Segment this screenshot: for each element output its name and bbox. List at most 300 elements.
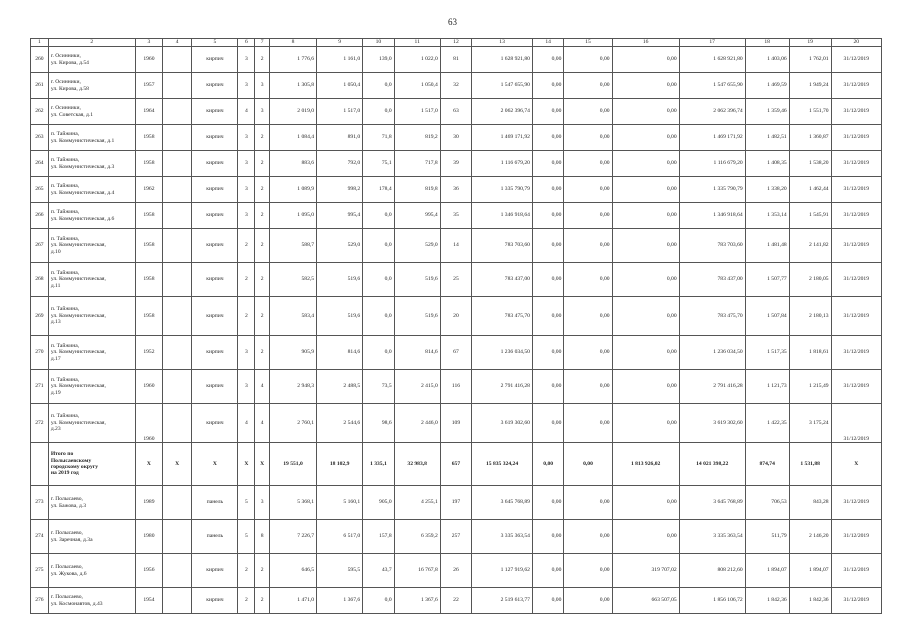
- table-cell: 706,53: [745, 486, 789, 520]
- table-cell: X: [831, 443, 881, 486]
- table-cell: 31/12/2019: [831, 229, 881, 263]
- table-cell: 267: [31, 229, 49, 263]
- table-cell: 31/12/2019: [831, 151, 881, 177]
- table-cell: 1 547 655,90: [472, 73, 533, 99]
- table-cell: 0,00: [532, 336, 563, 370]
- table-cell: 891,0: [317, 125, 363, 151]
- table-cell: 5 160,1: [317, 486, 363, 520]
- table-cell: 1 089,9: [269, 177, 316, 203]
- column-number-cell: 17: [679, 39, 745, 47]
- table-cell: кирпич: [192, 404, 238, 443]
- table-cell: 31/12/2019: [831, 370, 881, 404]
- table-cell: 1 818,61: [789, 336, 831, 370]
- table-cell: 0,00: [612, 336, 679, 370]
- table-cell: 6 359,2: [394, 520, 440, 554]
- table-cell: 819,2: [394, 125, 440, 151]
- table-cell: 26: [440, 554, 471, 588]
- table-cell: 81: [440, 47, 471, 73]
- column-number-cell: 1: [31, 39, 49, 47]
- address-cell: г. Осинники, ул. Советская, д.1: [48, 99, 135, 125]
- table-cell: 1954: [135, 588, 162, 614]
- table-cell: 588,7: [269, 229, 316, 263]
- table-cell: 31/12/2019: [831, 263, 881, 297]
- table-cell: 595,5: [317, 554, 363, 588]
- table-cell: X: [135, 443, 162, 486]
- table-row: [31, 486, 882, 520]
- table-cell: 0,00: [612, 47, 679, 73]
- table-cell: кирпич: [192, 370, 238, 404]
- column-number-cell: 5: [192, 39, 238, 47]
- table-cell: 998,2: [317, 177, 363, 203]
- table-cell: 0,0: [363, 203, 394, 229]
- table-cell: X: [163, 443, 192, 486]
- table-cell: 18 102,9: [317, 443, 363, 486]
- address-cell: п. Тайжина, ул. Коммунистическая, д.1: [48, 125, 135, 151]
- table-cell: 63: [440, 99, 471, 125]
- table-cell: 0,00: [564, 229, 612, 263]
- table-cell: 2: [255, 336, 270, 370]
- table-cell: 266: [31, 203, 49, 229]
- table-cell: 1 127 919,62: [472, 554, 533, 588]
- table-cell: панель: [192, 520, 238, 554]
- table-cell: 0,00: [532, 47, 563, 73]
- table-cell: 1 469 171,92: [472, 125, 533, 151]
- table-cell: 1958: [135, 263, 162, 297]
- table-cell: X: [255, 443, 270, 486]
- table-cell: 1 116 679,20: [679, 151, 745, 177]
- table-cell: 2: [255, 125, 270, 151]
- table-cell: 519,6: [394, 297, 440, 336]
- table-cell: 257: [440, 520, 471, 554]
- table-cell: 646,5: [269, 554, 316, 588]
- column-number-cell: 7: [255, 39, 270, 47]
- table-cell: 783 437,00: [472, 263, 533, 297]
- table-cell: кирпич: [192, 297, 238, 336]
- table-cell: 2: [255, 177, 270, 203]
- address-cell: г. Полысаево, ул. Заречная, д.3а: [48, 520, 135, 554]
- table-cell: 0,00: [564, 404, 612, 443]
- table-cell: 2 948,3: [269, 370, 316, 404]
- table-cell: 1 628 921,80: [472, 47, 533, 73]
- table-cell: 2 488,5: [317, 370, 363, 404]
- table-cell: 1 469 171,92: [679, 125, 745, 151]
- address-cell: г. Полысаево, ул. Жукова, д.6: [48, 554, 135, 588]
- table-cell: 261: [31, 73, 49, 99]
- column-number-cell: 16: [612, 39, 679, 47]
- table-cell: 20: [440, 297, 471, 336]
- table-cell: 0,00: [564, 297, 612, 336]
- table-cell: 1 531,88: [789, 443, 831, 486]
- table-cell: кирпич: [192, 73, 238, 99]
- table-cell: 1 338,20: [745, 177, 789, 203]
- column-number-cell: 2: [48, 39, 135, 47]
- table-cell: 2: [255, 554, 270, 588]
- table-cell: 0,00: [564, 203, 612, 229]
- table-cell: 1 422,35: [745, 404, 789, 443]
- table-cell: 35: [440, 203, 471, 229]
- table-cell: [163, 73, 192, 99]
- table-cell: 2 141,82: [789, 229, 831, 263]
- table-cell: 1 545,91: [789, 203, 831, 229]
- table-cell: кирпич: [192, 151, 238, 177]
- table-cell: кирпич: [192, 99, 238, 125]
- table-cell: 0,00: [532, 297, 563, 336]
- table-cell: 30: [440, 125, 471, 151]
- table-cell: [163, 588, 192, 614]
- table-cell: 139,0: [363, 47, 394, 73]
- table-cell: 1952: [135, 336, 162, 370]
- table-cell: 22: [440, 588, 471, 614]
- register-table-body: [31, 39, 882, 614]
- table-cell: 2: [255, 203, 270, 229]
- table-cell: 1 161,0: [317, 47, 363, 73]
- table-cell: 519,6: [394, 263, 440, 297]
- table-cell: 3: [255, 73, 270, 99]
- table-cell: 0,00: [564, 370, 612, 404]
- table-cell: 275: [31, 554, 49, 588]
- table-cell: 1 482,51: [745, 125, 789, 151]
- table-cell: кирпич: [192, 263, 238, 297]
- table-cell: 0,00: [612, 370, 679, 404]
- table-cell: кирпич: [192, 125, 238, 151]
- table-cell: 1 894,07: [789, 554, 831, 588]
- table-cell: 43,7: [363, 554, 394, 588]
- table-cell: 0,00: [532, 486, 563, 520]
- table-cell: 1 050,4: [394, 73, 440, 99]
- address-cell: п. Тайжина, ул. Коммунистическая, д.17: [48, 336, 135, 370]
- table-cell: 0,00: [532, 125, 563, 151]
- table-cell: 3: [238, 336, 255, 370]
- table-cell: 1960: [135, 370, 162, 404]
- table-cell: 1 949,24: [789, 73, 831, 99]
- table-cell: 1 359,46: [745, 99, 789, 125]
- table-cell: [163, 336, 192, 370]
- table-cell: 4 255,1: [394, 486, 440, 520]
- column-number-cell: 3: [135, 39, 162, 47]
- table-cell: 0,00: [564, 177, 612, 203]
- table-cell: 2: [255, 588, 270, 614]
- table-cell: кирпич: [192, 203, 238, 229]
- table-cell: 319 707,02: [612, 554, 679, 588]
- table-cell: 31/12/2019: [831, 177, 881, 203]
- table-cell: 0,0: [363, 73, 394, 99]
- total-row: [31, 443, 882, 486]
- table-cell: 0,00: [564, 443, 612, 486]
- table-cell: [163, 125, 192, 151]
- table-cell: 808 212,60: [679, 554, 745, 588]
- table-cell: 3 619 302,60: [472, 404, 533, 443]
- table-cell: 0,00: [532, 554, 563, 588]
- table-cell: 1 121,73: [745, 370, 789, 404]
- table-cell: 0,00: [532, 520, 563, 554]
- table-cell: 1 469,59: [745, 73, 789, 99]
- table-cell: 32 983,8: [394, 443, 440, 486]
- table-cell: 0,00: [564, 263, 612, 297]
- table-cell: 1 776,6: [269, 47, 316, 73]
- table-cell: 783 437,00: [679, 263, 745, 297]
- table-cell: 71,8: [363, 125, 394, 151]
- table-cell: 274: [31, 520, 49, 554]
- table-cell: 0,00: [564, 99, 612, 125]
- table-cell: 0,00: [612, 125, 679, 151]
- address-cell: г. Осинники, ул. Кирова, д.54: [48, 47, 135, 73]
- table-cell: 1 547 655,90: [679, 73, 745, 99]
- table-cell: 0,00: [564, 73, 612, 99]
- table-cell: 31/12/2019: [831, 520, 881, 554]
- table-cell: 260: [31, 47, 49, 73]
- table-cell: 265: [31, 177, 49, 203]
- table-cell: 0,00: [532, 99, 563, 125]
- table-cell: 1 022,0: [394, 47, 440, 73]
- address-cell: п. Тайжина, ул. Коммунистическая, д.4: [48, 177, 135, 203]
- column-number-cell: 10: [363, 39, 394, 47]
- table-cell: 16 767,8: [394, 554, 440, 588]
- table-cell: [163, 520, 192, 554]
- table-cell: 0,00: [612, 73, 679, 99]
- table-row: [31, 554, 882, 588]
- table-cell: 31/12/2019: [831, 336, 881, 370]
- table-cell: 5 368,1: [269, 486, 316, 520]
- table-cell: 1 403,06: [745, 47, 789, 73]
- column-number-cell: 6: [238, 39, 255, 47]
- column-number-cell: 14: [532, 39, 563, 47]
- table-row: [31, 336, 882, 370]
- table-cell: 2 544,6: [317, 404, 363, 443]
- table-cell: 0,00: [612, 99, 679, 125]
- table-cell: 14 021 398,22: [679, 443, 745, 486]
- table-cell: 178,4: [363, 177, 394, 203]
- column-number-cell: 8: [269, 39, 316, 47]
- table-cell: 31/12/2019: [831, 125, 881, 151]
- table-cell: 843,28: [789, 486, 831, 520]
- table-cell: 1 628 921,80: [679, 47, 745, 73]
- table-cell: 529,0: [317, 229, 363, 263]
- table-cell: 814,6: [394, 336, 440, 370]
- table-cell: 1 507,77: [745, 263, 789, 297]
- address-cell: п. Тайжина, ул. Коммунистическая, д.23: [48, 404, 135, 443]
- table-row: [31, 151, 882, 177]
- table-cell: [163, 151, 192, 177]
- table-cell: 31/12/2019: [831, 73, 881, 99]
- table-cell: 272: [31, 404, 49, 443]
- table-cell: 995,4: [317, 203, 363, 229]
- table-cell: 2 446,0: [394, 404, 440, 443]
- table-cell: 1 842,36: [789, 588, 831, 614]
- table-cell: кирпич: [192, 554, 238, 588]
- register-table: [30, 38, 882, 614]
- table-cell: 783 475,70: [679, 297, 745, 336]
- table-cell: 5: [238, 486, 255, 520]
- table-cell: 3: [238, 151, 255, 177]
- table-cell: 3 175,24: [789, 404, 831, 443]
- table-cell: 583,4: [269, 297, 316, 336]
- table-cell: 31/12/2019: [831, 47, 881, 73]
- table-cell: кирпич: [192, 336, 238, 370]
- table-cell: 519,6: [317, 263, 363, 297]
- table-cell: 0,00: [612, 151, 679, 177]
- table-cell: X: [192, 443, 238, 486]
- table-cell: 0,00: [564, 588, 612, 614]
- table-cell: 14: [440, 229, 471, 263]
- table-cell: 995,4: [394, 203, 440, 229]
- table-cell: 4: [255, 370, 270, 404]
- table-cell: 1 517,35: [745, 336, 789, 370]
- table-cell: 1 335,1: [363, 443, 394, 486]
- page-number: 63: [448, 17, 457, 27]
- table-cell: 0,00: [564, 554, 612, 588]
- table-cell: 2 760,1: [269, 404, 316, 443]
- table-cell: 0,00: [612, 203, 679, 229]
- table-cell: 3: [238, 370, 255, 404]
- table-cell: 0,00: [564, 125, 612, 151]
- table-row: [31, 125, 882, 151]
- table-cell: 1958: [135, 151, 162, 177]
- table-cell: 0,00: [532, 263, 563, 297]
- table-cell: 1989: [135, 486, 162, 520]
- table-cell: 2: [255, 47, 270, 73]
- table-cell: 1957: [135, 73, 162, 99]
- table-row: [31, 297, 882, 336]
- table-cell: 0,00: [612, 229, 679, 263]
- address-cell: п. Тайжина, ул. Коммунистическая, д.10: [48, 229, 135, 263]
- table-cell: 2: [238, 554, 255, 588]
- table-cell: 36: [440, 177, 471, 203]
- table-cell: 31/12/2019: [831, 203, 881, 229]
- table-cell: 0,00: [532, 203, 563, 229]
- table-cell: 6 517,0: [317, 520, 363, 554]
- table-row: [31, 370, 882, 404]
- table-cell: [163, 263, 192, 297]
- table-cell: [31, 443, 49, 486]
- table-cell: 2: [255, 229, 270, 263]
- table-cell: 1 346 918,64: [679, 203, 745, 229]
- table-cell: 31/12/2019: [831, 297, 881, 336]
- table-cell: 1 517,0: [317, 99, 363, 125]
- table-cell: 2 791 416,28: [679, 370, 745, 404]
- table-cell: 0,00: [612, 177, 679, 203]
- table-cell: 2: [255, 151, 270, 177]
- table-cell: 4: [255, 404, 270, 443]
- table-cell: 1 367,6: [394, 588, 440, 614]
- table-cell: 197: [440, 486, 471, 520]
- column-number-cell: 15: [564, 39, 612, 47]
- table-row: [31, 99, 882, 125]
- address-cell: г. Осинники, ул. Кирова, д.58: [48, 73, 135, 99]
- table-cell: 1958: [135, 297, 162, 336]
- table-cell: кирпич: [192, 588, 238, 614]
- table-cell: 2: [238, 297, 255, 336]
- table-cell: 1 462,44: [789, 177, 831, 203]
- table-cell: 263: [31, 125, 49, 151]
- table-cell: 792,0: [317, 151, 363, 177]
- table-cell: 819,8: [394, 177, 440, 203]
- table-cell: 109: [440, 404, 471, 443]
- column-number-cell: 4: [163, 39, 192, 47]
- table-cell: 271: [31, 370, 49, 404]
- table-cell: 529,0: [394, 229, 440, 263]
- table-cell: 73,5: [363, 370, 394, 404]
- table-cell: 4: [238, 404, 255, 443]
- table-cell: 3: [238, 47, 255, 73]
- table-cell: 3 335 363,54: [679, 520, 745, 554]
- table-cell: 2: [238, 263, 255, 297]
- table-cell: [163, 554, 192, 588]
- table-cell: [163, 229, 192, 263]
- table-cell: 0,0: [363, 336, 394, 370]
- table-row: [31, 588, 882, 614]
- table-cell: 1 215,49: [789, 370, 831, 404]
- table-cell: 1958: [135, 229, 162, 263]
- table-cell: 1 050,4: [317, 73, 363, 99]
- table-cell: 1 481,48: [745, 229, 789, 263]
- table-cell: 5: [238, 520, 255, 554]
- column-number-row: [31, 39, 882, 47]
- table-cell: 0,00: [612, 263, 679, 297]
- table-cell: 273: [31, 486, 49, 520]
- table-cell: 39: [440, 151, 471, 177]
- table-cell: 1 116 679,20: [472, 151, 533, 177]
- table-cell: 1 517,0: [394, 99, 440, 125]
- table-cell: 2 062 396,74: [472, 99, 533, 125]
- table-cell: 15 835 324,24: [472, 443, 533, 486]
- table-cell: 905,9: [269, 336, 316, 370]
- table-cell: 1958: [135, 203, 162, 229]
- table-cell: 0,0: [363, 99, 394, 125]
- table-cell: 0,0: [363, 229, 394, 263]
- column-number-cell: 20: [831, 39, 881, 47]
- table-cell: 67: [440, 336, 471, 370]
- table-cell: 2 019,0: [269, 99, 316, 125]
- column-number-cell: 9: [317, 39, 363, 47]
- table-cell: 1 335 790,79: [679, 177, 745, 203]
- table-cell: 31/12/2019: [831, 486, 881, 520]
- address-cell: Итого по Полысаевскому городскому округу на 2019 год: [48, 443, 135, 486]
- table-cell: 2 180,13: [789, 297, 831, 336]
- table-cell: 1 305,8: [269, 73, 316, 99]
- table-cell: [163, 177, 192, 203]
- table-cell: 0,00: [612, 404, 679, 443]
- table-cell: 98,6: [363, 404, 394, 443]
- table-cell: 3: [238, 203, 255, 229]
- table-cell: кирпич: [192, 177, 238, 203]
- table-cell: 19 551,0: [269, 443, 316, 486]
- table-cell: 0,00: [532, 588, 563, 614]
- address-cell: п. Тайжина, ул. Коммунистическая, д.6: [48, 203, 135, 229]
- table-cell: 0,00: [532, 73, 563, 99]
- table-cell: 3: [255, 486, 270, 520]
- table-cell: 0,00: [564, 520, 612, 554]
- table-cell: 1 236 034,50: [679, 336, 745, 370]
- table-cell: 0,0: [363, 297, 394, 336]
- address-cell: п. Тайжина, ул. Коммунистическая, д.19: [48, 370, 135, 404]
- table-cell: [163, 47, 192, 73]
- table-cell: 2: [255, 263, 270, 297]
- table-cell: 157,8: [363, 520, 394, 554]
- table-cell: 783 703,60: [472, 229, 533, 263]
- column-number-cell: 18: [745, 39, 789, 47]
- address-cell: п. Тайжина, ул. Коммунистическая, д.13: [48, 297, 135, 336]
- table-cell: 1964: [135, 99, 162, 125]
- table-cell: 0,00: [532, 229, 563, 263]
- table-cell: 1 813 926,02: [612, 443, 679, 486]
- table-cell: 276: [31, 588, 49, 614]
- table-cell: 116: [440, 370, 471, 404]
- table-cell: 0,00: [532, 151, 563, 177]
- table-cell: 1 856 106,72: [679, 588, 745, 614]
- table-cell: 7 226,7: [269, 520, 316, 554]
- table-cell: 0,00: [532, 443, 563, 486]
- table-cell: 2 415,0: [394, 370, 440, 404]
